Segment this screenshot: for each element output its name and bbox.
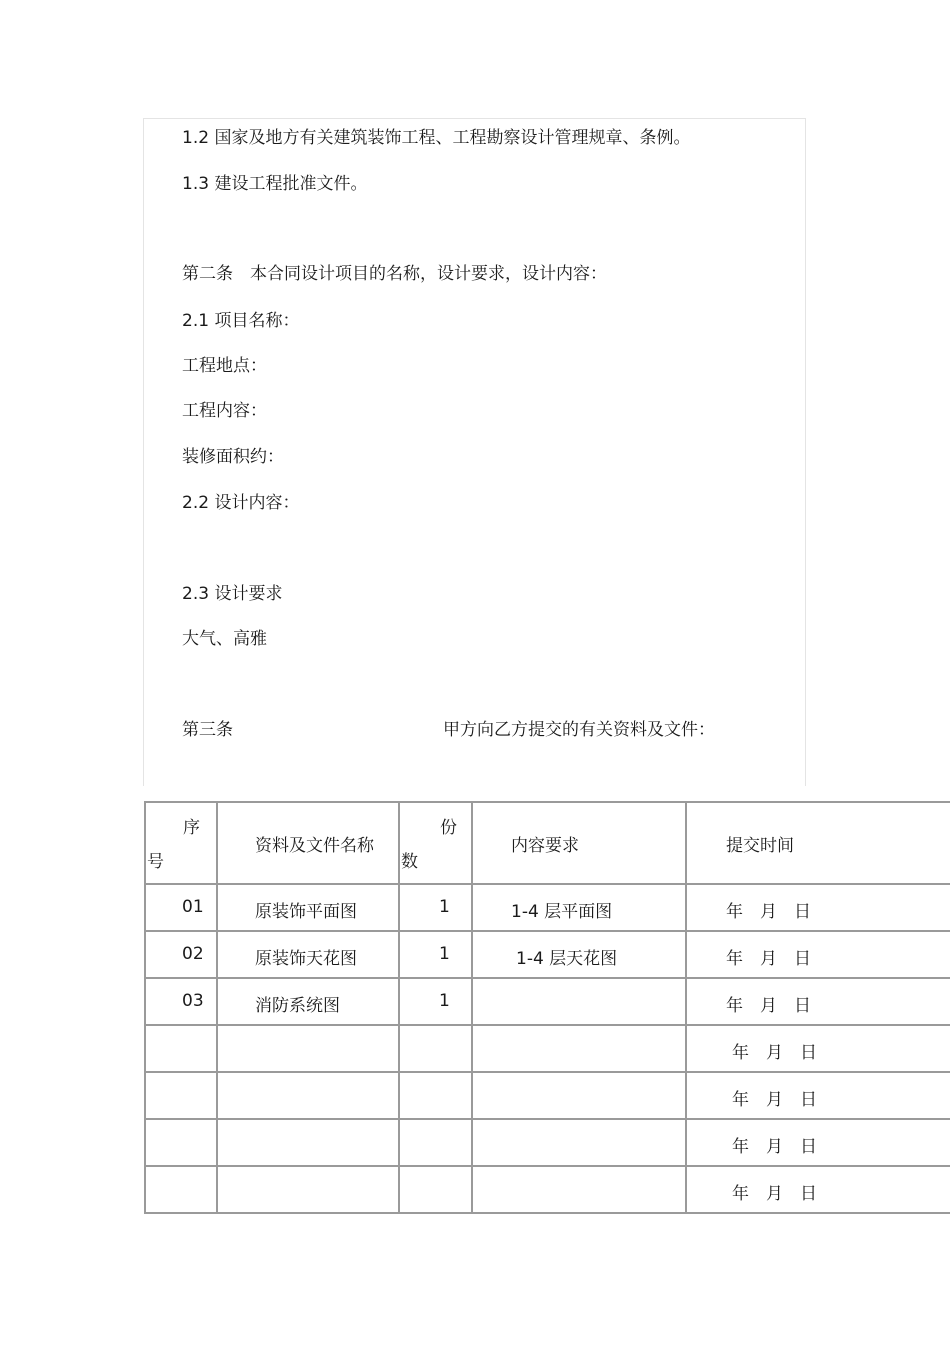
row-seq: 02 [182, 944, 204, 964]
article-3-label: 第三条 [182, 720, 233, 740]
decoration-area: 装修面积约： [182, 447, 284, 467]
table-header-row [145, 802, 950, 884]
row-req: 1-4 层平面图 [511, 902, 613, 922]
header-copies-top: 份 [440, 818, 457, 838]
row-copies: 1 [439, 944, 450, 964]
row-time: 年 月 日 [726, 902, 811, 922]
header-copies [399, 802, 472, 884]
clause-1-2: 1.2 国家及地方有关建筑装饰工程、工程勘察设计管理规章、条例。 [182, 128, 691, 148]
row-name: 原装饰天花图 [255, 949, 357, 969]
documents-table [144, 801, 950, 1214]
header-seq-top: 序 [183, 818, 200, 838]
row-time: 年 月 日 [726, 949, 811, 969]
article-3-heading: 甲方向乙方提交的有关资料及文件： [443, 720, 715, 740]
row-time: 年 月 日 [732, 1043, 817, 1063]
row-time: 年 月 日 [732, 1090, 817, 1110]
header-req [472, 802, 686, 884]
table-row [145, 1025, 950, 1072]
row-time: 年 月 日 [732, 1184, 817, 1204]
row-time: 年 月 日 [726, 996, 811, 1016]
header-name [217, 802, 399, 884]
row-time: 年 月 日 [732, 1137, 817, 1157]
row-seq: 01 [182, 897, 204, 917]
row-seq: 03 [182, 991, 204, 1011]
row-copies: 1 [439, 991, 450, 1011]
project-site: 工程地点： [182, 356, 267, 376]
clause-2-3: 2.3 设计要求 [182, 584, 283, 604]
table-row [145, 884, 950, 931]
design-style: 大气、高雅 [182, 629, 267, 649]
project-content: 工程内容： [182, 401, 267, 421]
row-copies: 1 [439, 897, 450, 917]
table-row [145, 1072, 950, 1119]
row-name: 原装饰平面图 [255, 902, 357, 922]
article-2-heading: 第二条 本合同设计项目的名称，设计要求，设计内容： [182, 264, 607, 284]
row-name: 消防系统图 [255, 996, 340, 1016]
header-copies-bottom: 数 [401, 852, 418, 872]
row-req: 1-4 层天花图 [516, 949, 618, 969]
clause-1-3: 1.3 建设工程批准文件。 [182, 174, 368, 194]
header-time [686, 802, 950, 884]
table-row [145, 1119, 950, 1166]
clause-2-1: 2.1 项目名称： [182, 311, 300, 331]
table-row [145, 978, 950, 1025]
header-name-label: 资料及文件名称 [255, 836, 374, 856]
table-row [145, 931, 950, 978]
header-req-label: 内容要求 [511, 836, 579, 856]
header-time-label: 提交时间 [726, 836, 794, 856]
header-seq-bottom: 号 [147, 852, 164, 872]
table-row [145, 1166, 950, 1213]
header-seq [145, 802, 217, 884]
clause-2-2: 2.2 设计内容： [182, 493, 300, 513]
